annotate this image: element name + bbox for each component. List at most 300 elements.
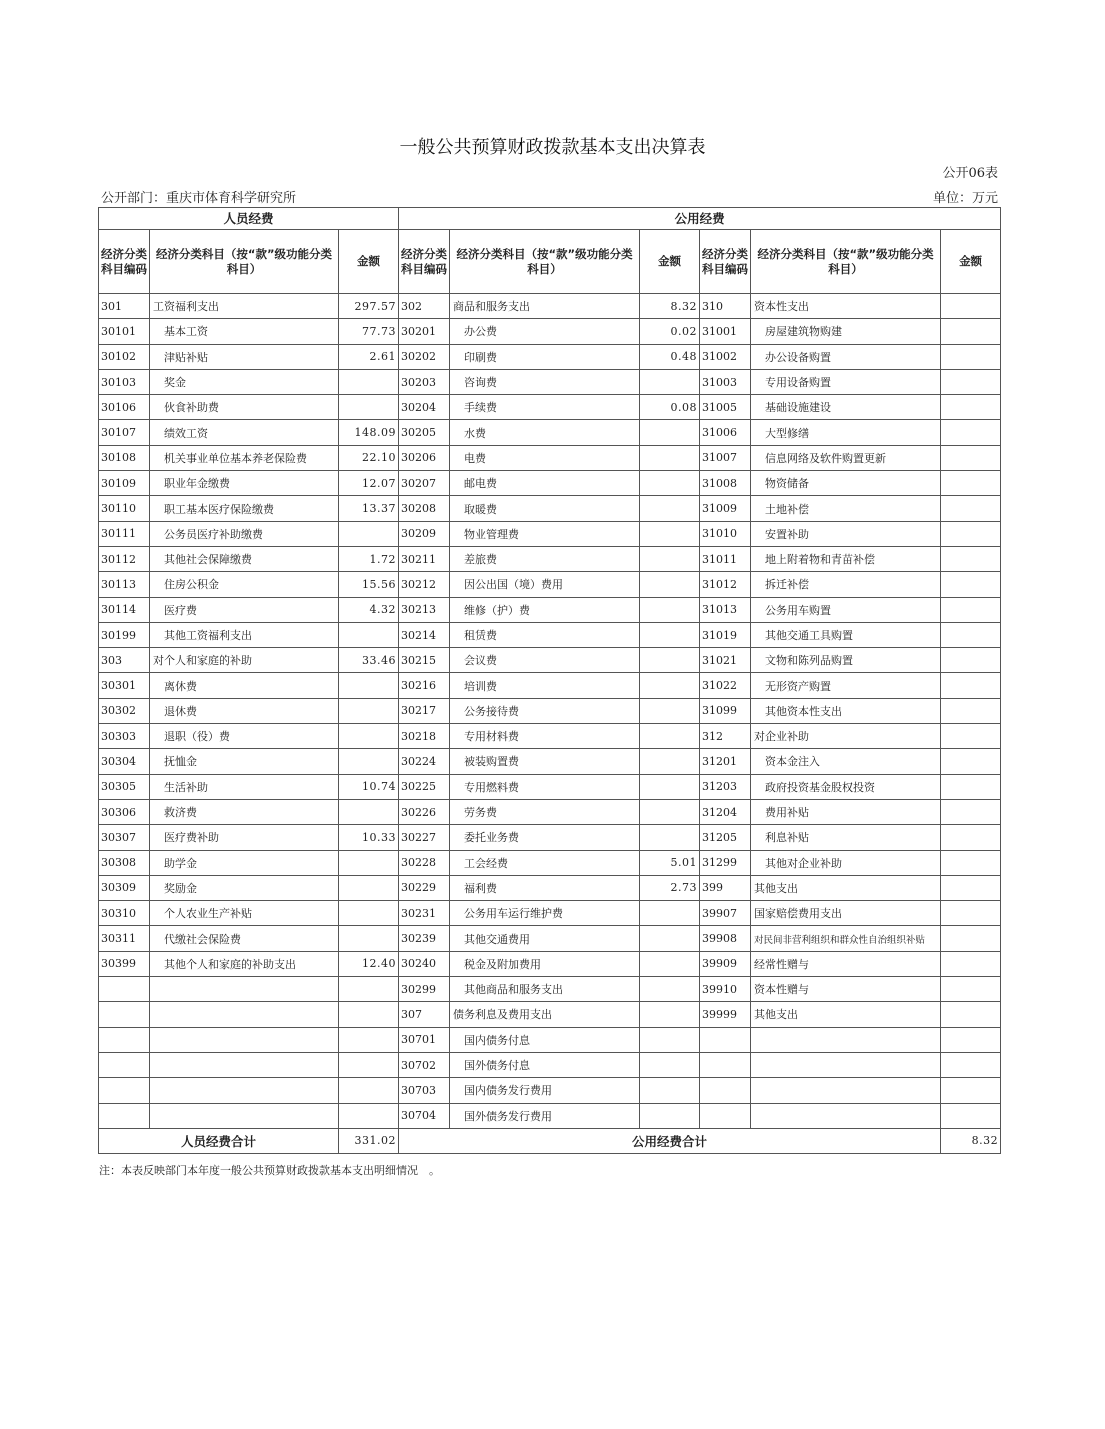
row-code-cell: 31009 bbox=[700, 496, 751, 521]
row-name-cell: 其他个人和家庭的补助支出 bbox=[150, 951, 339, 976]
table-row bbox=[99, 1078, 1001, 1103]
column-header-row bbox=[99, 230, 1001, 294]
row-amount-cell bbox=[640, 673, 700, 698]
row-name-cell: 医疗费补助 bbox=[150, 825, 339, 850]
table-row bbox=[99, 951, 1001, 976]
row-amount-cell bbox=[640, 774, 700, 799]
row-amount-cell bbox=[941, 1027, 1001, 1052]
table-row bbox=[99, 926, 1001, 951]
row-name-cell: 生活补助 bbox=[150, 774, 339, 799]
row-code-cell: 30206 bbox=[399, 445, 450, 470]
row-amount-cell: 2.73 bbox=[640, 875, 700, 900]
row-code-cell: 30213 bbox=[399, 597, 450, 622]
row-name-cell: 劳务费 bbox=[450, 799, 640, 824]
row-code-cell: 310 bbox=[700, 294, 751, 319]
row-code-cell bbox=[99, 1002, 150, 1027]
row-name-cell: 咨询费 bbox=[450, 369, 640, 394]
row-code-cell: 301 bbox=[99, 294, 150, 319]
row-name-cell: 经常性赠与 bbox=[751, 951, 941, 976]
row-name-cell bbox=[150, 1002, 339, 1027]
row-code-cell: 30101 bbox=[99, 319, 150, 344]
row-amount-cell bbox=[339, 521, 399, 546]
row-code-cell: 302 bbox=[399, 294, 450, 319]
row-amount-cell bbox=[640, 901, 700, 926]
row-code-cell: 30224 bbox=[399, 749, 450, 774]
row-code-cell: 30304 bbox=[99, 749, 150, 774]
row-name-cell: 差旅费 bbox=[450, 546, 640, 571]
row-name-cell: 资本性赠与 bbox=[751, 977, 941, 1002]
row-amount-cell bbox=[339, 395, 399, 420]
row-name-cell bbox=[751, 1078, 941, 1103]
row-amount-cell: 77.73 bbox=[339, 319, 399, 344]
row-code-cell: 30308 bbox=[99, 850, 150, 875]
row-amount-cell bbox=[941, 572, 1001, 597]
row-amount-cell bbox=[640, 926, 700, 951]
row-amount-cell bbox=[339, 1027, 399, 1052]
table-row bbox=[99, 875, 1001, 900]
row-amount-cell: 2.61 bbox=[339, 344, 399, 369]
personnel-total-amount: 331.02 bbox=[339, 1128, 399, 1153]
row-name-cell: 国内债务付息 bbox=[450, 1027, 640, 1052]
row-name-cell: 对民间非营利组织和群众性自治组织补贴 bbox=[751, 926, 941, 951]
row-amount-cell bbox=[640, 951, 700, 976]
row-name-cell: 福利费 bbox=[450, 875, 640, 900]
table-number: 公开06表 bbox=[942, 166, 998, 181]
table-row bbox=[99, 977, 1001, 1002]
row-amount-cell: 15.56 bbox=[339, 572, 399, 597]
row-code-cell: 30310 bbox=[99, 901, 150, 926]
row-name-cell: 物资储备 bbox=[751, 471, 941, 496]
row-code-cell: 31001 bbox=[700, 319, 751, 344]
row-code-cell: 30227 bbox=[399, 825, 450, 850]
row-amount-cell: 12.40 bbox=[339, 951, 399, 976]
row-code-cell: 30225 bbox=[399, 774, 450, 799]
personnel-total-label: 人员经费合计 bbox=[99, 1128, 339, 1153]
row-name-cell: 安置补助 bbox=[751, 521, 941, 546]
row-code-cell bbox=[700, 1052, 751, 1077]
row-code-cell: 30209 bbox=[399, 521, 450, 546]
row-name-cell: 奖金 bbox=[150, 369, 339, 394]
row-name-cell: 专用材料费 bbox=[450, 724, 640, 749]
row-amount-cell bbox=[941, 496, 1001, 521]
row-amount-cell bbox=[640, 420, 700, 445]
table-row bbox=[99, 395, 1001, 420]
row-amount-cell bbox=[941, 1002, 1001, 1027]
table-row bbox=[99, 698, 1001, 723]
row-amount-cell: 8.32 bbox=[640, 294, 700, 319]
row-name-cell: 电费 bbox=[450, 445, 640, 470]
row-code-cell: 30704 bbox=[399, 1103, 450, 1128]
col-header-name: 经济分类科目（按“款”级功能分类科目） bbox=[450, 230, 640, 294]
row-amount-cell bbox=[941, 319, 1001, 344]
row-amount-cell bbox=[941, 698, 1001, 723]
row-amount-cell bbox=[941, 294, 1001, 319]
table-row bbox=[99, 774, 1001, 799]
row-amount-cell bbox=[339, 1052, 399, 1077]
row-code-cell: 30302 bbox=[99, 698, 150, 723]
row-name-cell: 大型修缮 bbox=[751, 420, 941, 445]
row-name-cell: 专用设备购置 bbox=[751, 369, 941, 394]
row-code-cell: 30311 bbox=[99, 926, 150, 951]
row-code-cell: 30106 bbox=[99, 395, 150, 420]
row-name-cell: 其他商品和服务支出 bbox=[450, 977, 640, 1002]
row-code-cell: 30208 bbox=[399, 496, 450, 521]
row-name-cell bbox=[751, 1027, 941, 1052]
row-code-cell: 30218 bbox=[399, 724, 450, 749]
row-name-cell: 因公出国（境）费用 bbox=[450, 572, 640, 597]
row-name-cell: 对企业补助 bbox=[751, 724, 941, 749]
row-code-cell bbox=[99, 1103, 150, 1128]
col-header-amount: 金额 bbox=[941, 230, 1001, 294]
row-amount-cell: 0.02 bbox=[640, 319, 700, 344]
row-name-cell: 邮电费 bbox=[450, 471, 640, 496]
row-code-cell: 30299 bbox=[399, 977, 450, 1002]
row-code-cell: 30303 bbox=[99, 724, 150, 749]
row-amount-cell bbox=[640, 724, 700, 749]
row-name-cell bbox=[150, 1103, 339, 1128]
table-row bbox=[99, 319, 1001, 344]
row-name-cell: 税金及附加费用 bbox=[450, 951, 640, 976]
row-name-cell: 资本性支出 bbox=[751, 294, 941, 319]
row-name-cell: 公务接待费 bbox=[450, 698, 640, 723]
row-code-cell: 31099 bbox=[700, 698, 751, 723]
row-name-cell: 物业管理费 bbox=[450, 521, 640, 546]
row-code-cell: 31013 bbox=[700, 597, 751, 622]
row-code-cell: 30201 bbox=[399, 319, 450, 344]
row-name-cell: 公务用车运行维护费 bbox=[450, 901, 640, 926]
row-name-cell: 个人农业生产补贴 bbox=[150, 901, 339, 926]
row-amount-cell bbox=[941, 926, 1001, 951]
row-code-cell: 30399 bbox=[99, 951, 150, 976]
row-amount-cell bbox=[941, 445, 1001, 470]
row-code-cell: 31204 bbox=[700, 799, 751, 824]
table-row bbox=[99, 673, 1001, 698]
expenditure-table-container bbox=[98, 207, 1000, 1154]
row-amount-cell bbox=[339, 622, 399, 647]
row-code-cell: 39907 bbox=[700, 901, 751, 926]
row-code-cell: 31007 bbox=[700, 445, 751, 470]
row-code-cell: 30703 bbox=[399, 1078, 450, 1103]
row-code-cell: 30240 bbox=[399, 951, 450, 976]
row-amount-cell bbox=[941, 901, 1001, 926]
row-code-cell bbox=[700, 1027, 751, 1052]
row-code-cell: 30202 bbox=[399, 344, 450, 369]
row-amount-cell: 12.07 bbox=[339, 471, 399, 496]
table-row bbox=[99, 445, 1001, 470]
row-name-cell: 国外债务发行费用 bbox=[450, 1103, 640, 1128]
row-amount-cell bbox=[941, 1052, 1001, 1077]
row-name-cell: 职工基本医疗保险缴费 bbox=[150, 496, 339, 521]
row-amount-cell bbox=[941, 875, 1001, 900]
row-code-cell: 39909 bbox=[700, 951, 751, 976]
row-amount-cell bbox=[941, 521, 1001, 546]
row-code-cell: 30102 bbox=[99, 344, 150, 369]
row-amount-cell bbox=[941, 1103, 1001, 1128]
expenditure-table bbox=[98, 207, 1001, 1154]
row-amount-cell bbox=[941, 799, 1001, 824]
group-header-row bbox=[99, 208, 1001, 230]
row-code-cell bbox=[99, 1078, 150, 1103]
row-code-cell: 39999 bbox=[700, 1002, 751, 1027]
row-code-cell bbox=[700, 1078, 751, 1103]
row-name-cell: 基础设施建设 bbox=[751, 395, 941, 420]
table-row bbox=[99, 521, 1001, 546]
table-row bbox=[99, 622, 1001, 647]
row-amount-cell: 0.08 bbox=[640, 395, 700, 420]
row-code-cell bbox=[99, 1027, 150, 1052]
row-name-cell: 水费 bbox=[450, 420, 640, 445]
row-name-cell: 维修（护）费 bbox=[450, 597, 640, 622]
row-name-cell: 其他工资福利支出 bbox=[150, 622, 339, 647]
row-amount-cell bbox=[941, 977, 1001, 1002]
row-name-cell: 津贴补贴 bbox=[150, 344, 339, 369]
row-name-cell: 公务员医疗补助缴费 bbox=[150, 521, 339, 546]
row-name-cell: 医疗费 bbox=[150, 597, 339, 622]
row-name-cell: 债务利息及费用支出 bbox=[450, 1002, 640, 1027]
row-amount-cell bbox=[339, 1002, 399, 1027]
row-code-cell: 31205 bbox=[700, 825, 751, 850]
row-name-cell: 退休费 bbox=[150, 698, 339, 723]
row-amount-cell bbox=[941, 344, 1001, 369]
table-row bbox=[99, 825, 1001, 850]
row-amount-cell bbox=[640, 825, 700, 850]
table-row bbox=[99, 420, 1001, 445]
row-amount-cell bbox=[640, 597, 700, 622]
row-code-cell: 307 bbox=[399, 1002, 450, 1027]
row-name-cell: 机关事业单位基本养老保险费 bbox=[150, 445, 339, 470]
table-row bbox=[99, 1052, 1001, 1077]
row-name-cell: 印刷费 bbox=[450, 344, 640, 369]
row-code-cell: 31299 bbox=[700, 850, 751, 875]
row-code-cell bbox=[99, 1052, 150, 1077]
row-name-cell: 土地补偿 bbox=[751, 496, 941, 521]
row-code-cell: 31008 bbox=[700, 471, 751, 496]
table-row bbox=[99, 1027, 1001, 1052]
row-name-cell: 培训费 bbox=[450, 673, 640, 698]
row-amount-cell bbox=[339, 1103, 399, 1128]
row-amount-cell bbox=[640, 799, 700, 824]
department-label: 公开部门：重庆市体育科学研究所 bbox=[101, 191, 297, 206]
row-name-cell: 被装购置费 bbox=[450, 749, 640, 774]
row-name-cell bbox=[150, 1052, 339, 1077]
public-total-label: 公用经费合计 bbox=[399, 1128, 941, 1153]
row-code-cell: 31021 bbox=[700, 648, 751, 673]
row-name-cell: 其他资本性支出 bbox=[751, 698, 941, 723]
row-code-cell: 30217 bbox=[399, 698, 450, 723]
table-row bbox=[99, 1002, 1001, 1027]
row-code-cell bbox=[99, 977, 150, 1002]
col-header-name: 经济分类科目（按“款”级功能分类科目） bbox=[150, 230, 339, 294]
row-amount-cell bbox=[339, 369, 399, 394]
row-code-cell: 30199 bbox=[99, 622, 150, 647]
row-amount-cell bbox=[640, 648, 700, 673]
row-code-cell: 30309 bbox=[99, 875, 150, 900]
row-amount-cell bbox=[640, 1078, 700, 1103]
row-code-cell: 30103 bbox=[99, 369, 150, 394]
row-name-cell: 手续费 bbox=[450, 395, 640, 420]
row-amount-cell bbox=[941, 395, 1001, 420]
row-code-cell: 31006 bbox=[700, 420, 751, 445]
col-header-code: 经济分类科目编码 bbox=[700, 230, 751, 294]
row-name-cell: 国外债务付息 bbox=[450, 1052, 640, 1077]
row-name-cell: 代缴社会保险费 bbox=[150, 926, 339, 951]
row-amount-cell: 5.01 bbox=[640, 850, 700, 875]
row-name-cell: 利息补贴 bbox=[751, 825, 941, 850]
row-code-cell: 30211 bbox=[399, 546, 450, 571]
row-name-cell: 办公设备购置 bbox=[751, 344, 941, 369]
row-amount-cell bbox=[640, 496, 700, 521]
table-row bbox=[99, 546, 1001, 571]
row-amount-cell bbox=[339, 977, 399, 1002]
unit-label: 单位：万元 bbox=[932, 191, 998, 206]
row-amount-cell: 297.57 bbox=[339, 294, 399, 319]
row-amount-cell bbox=[339, 724, 399, 749]
row-name-cell: 国内债务发行费用 bbox=[450, 1078, 640, 1103]
row-code-cell: 30228 bbox=[399, 850, 450, 875]
row-code-cell: 31005 bbox=[700, 395, 751, 420]
row-code-cell: 30110 bbox=[99, 496, 150, 521]
table-row bbox=[99, 901, 1001, 926]
group-header-personnel: 人员经费 bbox=[99, 208, 399, 230]
row-code-cell: 31201 bbox=[700, 749, 751, 774]
row-code-cell: 30305 bbox=[99, 774, 150, 799]
row-amount-cell bbox=[339, 901, 399, 926]
row-name-cell: 商品和服务支出 bbox=[450, 294, 640, 319]
row-code-cell: 30207 bbox=[399, 471, 450, 496]
row-code-cell: 30109 bbox=[99, 471, 150, 496]
row-amount-cell bbox=[941, 471, 1001, 496]
table-row bbox=[99, 572, 1001, 597]
row-code-cell: 30239 bbox=[399, 926, 450, 951]
row-name-cell: 其他支出 bbox=[751, 875, 941, 900]
row-code-cell: 30215 bbox=[399, 648, 450, 673]
row-name-cell: 政府投资基金股权投资 bbox=[751, 774, 941, 799]
row-name-cell: 取暖费 bbox=[450, 496, 640, 521]
row-code-cell: 303 bbox=[99, 648, 150, 673]
row-amount-cell bbox=[941, 622, 1001, 647]
col-header-amount: 金额 bbox=[640, 230, 700, 294]
row-amount-cell: 4.32 bbox=[339, 597, 399, 622]
row-name-cell: 信息网络及软件购置更新 bbox=[751, 445, 941, 470]
table-row bbox=[99, 850, 1001, 875]
row-name-cell: 助学金 bbox=[150, 850, 339, 875]
row-code-cell: 31203 bbox=[700, 774, 751, 799]
row-amount-cell bbox=[640, 521, 700, 546]
row-amount-cell bbox=[941, 1078, 1001, 1103]
row-amount-cell bbox=[640, 572, 700, 597]
row-amount-cell: 0.48 bbox=[640, 344, 700, 369]
row-code-cell: 30301 bbox=[99, 673, 150, 698]
row-code-cell: 31019 bbox=[700, 622, 751, 647]
row-amount-cell: 33.46 bbox=[339, 648, 399, 673]
row-amount-cell bbox=[339, 926, 399, 951]
row-code-cell: 30114 bbox=[99, 597, 150, 622]
row-amount-cell: 148.09 bbox=[339, 420, 399, 445]
row-amount-cell bbox=[339, 673, 399, 698]
row-code-cell: 30107 bbox=[99, 420, 150, 445]
table-body bbox=[99, 294, 1001, 1129]
row-code-cell: 30204 bbox=[399, 395, 450, 420]
row-name-cell bbox=[150, 1078, 339, 1103]
table-row bbox=[99, 648, 1001, 673]
col-header-code: 经济分类科目编码 bbox=[399, 230, 450, 294]
row-name-cell: 其他支出 bbox=[751, 1002, 941, 1027]
row-amount-cell bbox=[640, 622, 700, 647]
row-name-cell: 绩效工资 bbox=[150, 420, 339, 445]
row-amount-cell bbox=[640, 977, 700, 1002]
row-name-cell bbox=[150, 977, 339, 1002]
row-code-cell: 31010 bbox=[700, 521, 751, 546]
row-name-cell: 拆迁补偿 bbox=[751, 572, 941, 597]
row-name-cell: 文物和陈列品购置 bbox=[751, 648, 941, 673]
row-name-cell: 租赁费 bbox=[450, 622, 640, 647]
row-amount-cell bbox=[941, 369, 1001, 394]
row-name-cell: 房屋建筑物购建 bbox=[751, 319, 941, 344]
row-amount-cell bbox=[640, 445, 700, 470]
row-name-cell: 其他社会保障缴费 bbox=[150, 546, 339, 571]
row-amount-cell bbox=[640, 546, 700, 571]
table-row bbox=[99, 749, 1001, 774]
row-name-cell: 办公费 bbox=[450, 319, 640, 344]
row-name-cell: 公务用车购置 bbox=[751, 597, 941, 622]
row-name-cell: 退职（役）费 bbox=[150, 724, 339, 749]
row-amount-cell bbox=[640, 749, 700, 774]
row-amount-cell bbox=[339, 875, 399, 900]
row-code-cell: 30203 bbox=[399, 369, 450, 394]
row-name-cell: 工资福利支出 bbox=[150, 294, 339, 319]
row-name-cell: 专用燃料费 bbox=[450, 774, 640, 799]
col-header-amount: 金额 bbox=[339, 230, 399, 294]
row-amount-cell bbox=[339, 698, 399, 723]
row-name-cell: 其他交通费用 bbox=[450, 926, 640, 951]
row-name-cell: 基本工资 bbox=[150, 319, 339, 344]
public-total-amount: 8.32 bbox=[941, 1128, 1001, 1153]
row-name-cell bbox=[751, 1103, 941, 1128]
row-name-cell: 地上附着物和青苗补偿 bbox=[751, 546, 941, 571]
row-amount-cell bbox=[640, 1027, 700, 1052]
row-code-cell: 30111 bbox=[99, 521, 150, 546]
table-row bbox=[99, 724, 1001, 749]
row-code-cell: 30108 bbox=[99, 445, 150, 470]
row-code-cell: 399 bbox=[700, 875, 751, 900]
row-amount-cell bbox=[941, 546, 1001, 571]
footnote: 注：本表反映部门本年度一般公共预算财政拨款基本支出明细情况 。 bbox=[99, 1164, 440, 1177]
row-amount-cell: 10.74 bbox=[339, 774, 399, 799]
row-code-cell: 39908 bbox=[700, 926, 751, 951]
row-name-cell bbox=[751, 1052, 941, 1077]
row-code-cell: 30231 bbox=[399, 901, 450, 926]
table-row bbox=[99, 344, 1001, 369]
row-name-cell: 其他交通工具购置 bbox=[751, 622, 941, 647]
row-amount-cell bbox=[941, 597, 1001, 622]
row-amount-cell bbox=[941, 420, 1001, 445]
row-amount-cell bbox=[339, 749, 399, 774]
row-amount-cell bbox=[640, 369, 700, 394]
row-name-cell: 费用补贴 bbox=[751, 799, 941, 824]
row-amount-cell bbox=[640, 471, 700, 496]
row-amount-cell bbox=[339, 1078, 399, 1103]
row-name-cell: 国家赔偿费用支出 bbox=[751, 901, 941, 926]
row-code-cell: 30702 bbox=[399, 1052, 450, 1077]
row-amount-cell bbox=[640, 1103, 700, 1128]
row-amount-cell bbox=[640, 698, 700, 723]
row-amount-cell bbox=[941, 825, 1001, 850]
row-amount-cell bbox=[941, 951, 1001, 976]
totals-row bbox=[99, 1128, 1001, 1153]
col-header-code: 经济分类科目编码 bbox=[99, 230, 150, 294]
row-name-cell: 委托业务费 bbox=[450, 825, 640, 850]
row-amount-cell bbox=[941, 648, 1001, 673]
